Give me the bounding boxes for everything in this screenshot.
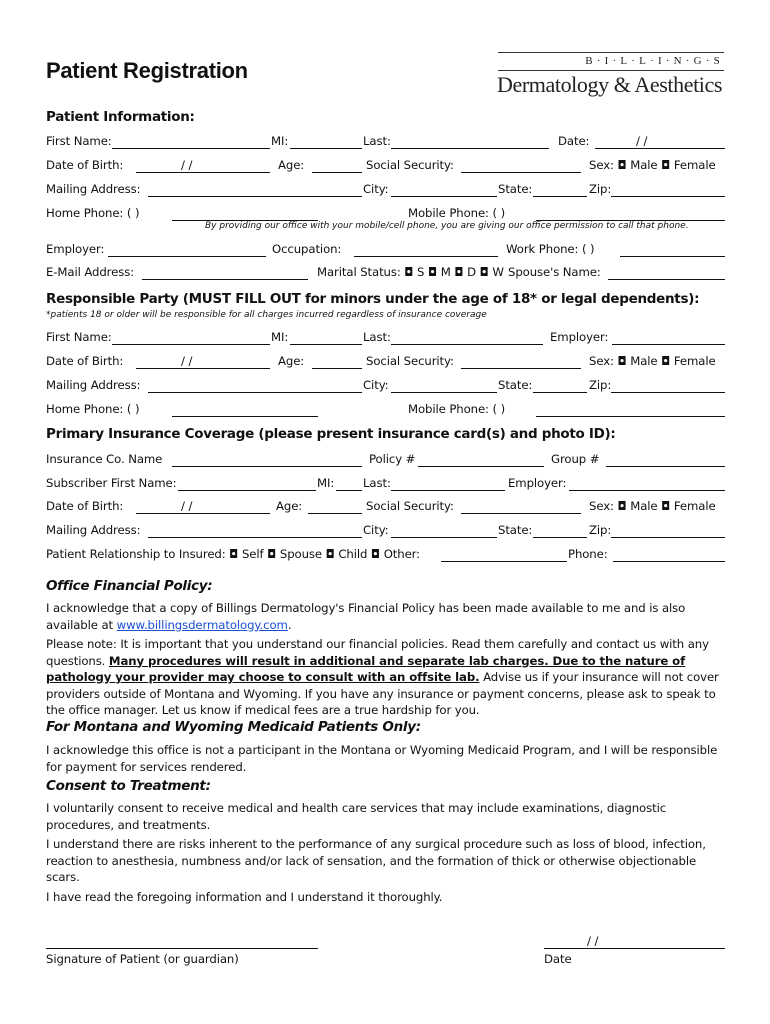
rp-last-label: Last:	[363, 330, 391, 344]
ins-dob-slashes: / /	[181, 499, 193, 513]
ins-last-label: Last:	[363, 476, 391, 490]
mobile-consent-note: By providing our office with your mobile/cell phone, you are giving our office permission to call that phone.	[205, 221, 689, 231]
rp-zip-field[interactable]	[611, 378, 725, 393]
ins-sex-options[interactable]: Sex: ◘ Male ◘ Female	[589, 499, 716, 513]
mailing-field[interactable]	[148, 182, 362, 197]
rp-mi-label: MI:	[271, 330, 289, 344]
website-link[interactable]: www.billingsdermatology.com	[116, 617, 288, 632]
ins-mi-field[interactable]	[336, 476, 362, 491]
rp-home-phone-field[interactable]	[172, 402, 318, 417]
signature-line[interactable]	[46, 948, 318, 949]
mobile-phone-label: Mobile Phone: ( )	[408, 206, 506, 220]
age-field[interactable]	[312, 158, 362, 173]
city-field[interactable]	[391, 182, 497, 197]
rp-ssn-field[interactable]	[461, 354, 581, 369]
financial-p1-text: I acknowledge that a copy of Billings Dermatology's Financial Policy has been made available to me and is also available at	[46, 601, 686, 632]
ins-company-field[interactable]	[172, 452, 362, 467]
employer-label: Employer:	[46, 242, 105, 256]
ins-group-field[interactable]	[606, 452, 725, 467]
employer-field[interactable]	[108, 242, 266, 257]
mobile-phone-field[interactable]	[536, 206, 725, 221]
state-field[interactable]	[533, 182, 587, 197]
rp-state-field[interactable]	[533, 378, 587, 393]
email-label: E-Mail Address:	[46, 265, 135, 279]
mi-field[interactable]	[290, 134, 362, 149]
ins-group-label: Group #	[551, 452, 600, 466]
ins-subscriber-label: Subscriber First Name:	[46, 476, 177, 490]
rp-age-label: Age:	[278, 354, 305, 368]
home-phone-field[interactable]	[172, 206, 318, 221]
rp-employer-field[interactable]	[612, 330, 725, 345]
ins-city-field[interactable]	[391, 523, 497, 538]
consent-text	[46, 800, 730, 905]
first-name-field[interactable]	[112, 134, 270, 149]
financial-policy-text	[46, 600, 730, 719]
last-name-field[interactable]	[391, 134, 549, 149]
page-title: Patient Registration	[46, 58, 248, 83]
patient-info-heading: Patient Information:	[46, 109, 195, 125]
date-field[interactable]	[595, 134, 725, 149]
rp-dob-label: Date of Birth:	[46, 354, 124, 368]
ins-policy-field[interactable]	[418, 452, 544, 467]
spouse-name-field[interactable]	[608, 265, 725, 280]
ins-dob-field[interactable]	[136, 499, 270, 514]
rp-first-name-field[interactable]	[112, 330, 270, 345]
ins-ssn-label: Social Security:	[366, 499, 454, 513]
rp-zip-label: Zip:	[589, 378, 612, 392]
rp-state-label: State:	[498, 378, 533, 392]
rp-last-field[interactable]	[391, 330, 543, 345]
zip-field[interactable]	[611, 182, 725, 197]
sex-options[interactable]: Sex: ◘ Male ◘ Female	[589, 158, 716, 172]
rp-city-field[interactable]	[391, 378, 497, 393]
rp-city-label: City:	[363, 378, 389, 392]
ins-state-field[interactable]	[533, 523, 587, 538]
rp-age-field[interactable]	[312, 354, 362, 369]
rp-mailing-field[interactable]	[148, 378, 362, 393]
signature-date-label: Date	[544, 952, 572, 966]
signature-label: Signature of Patient (or guardian)	[46, 952, 239, 966]
consent-heading: Consent to Treatment:	[46, 778, 211, 794]
responsible-party-heading: Responsible Party (MUST FILL OUT for minors under the age of 18* or legal dependents):	[46, 291, 700, 307]
ins-age-field[interactable]	[308, 499, 362, 514]
ins-phone-field[interactable]	[613, 547, 725, 562]
zip-label: Zip:	[589, 182, 612, 196]
financial-p1-end: .	[287, 617, 292, 632]
mi-label: MI:	[271, 134, 289, 148]
ins-employer-field[interactable]	[569, 476, 725, 491]
consent-p2: I understand there are risks inherent to the performance of any surgical procedure such as loss of blood, infection, reaction to anesthesia, numbness and/or lack of sensation, and the formation of thick or otherwise objectionable scars.	[46, 837, 706, 884]
ins-mi-label: MI:	[317, 476, 335, 490]
rp-mobile-phone-field[interactable]	[536, 402, 725, 417]
occupation-label: Occupation:	[272, 242, 342, 256]
date-label: Date:	[558, 134, 590, 148]
occupation-field[interactable]	[354, 242, 498, 257]
ins-other-field[interactable]	[441, 547, 567, 562]
logo-top-text: B·I·L·L·I·N·G·S	[498, 52, 724, 71]
ssn-field[interactable]	[461, 158, 581, 173]
financial-p2	[46, 636, 730, 719]
dob-field[interactable]	[136, 158, 270, 173]
age-label: Age:	[278, 158, 305, 172]
dob-label: Date of Birth:	[46, 158, 124, 172]
ins-relationship-options[interactable]: Patient Relationship to Insured: ◘ Self ◘ Spouse ◘ Child ◘ Other:	[46, 547, 421, 561]
rp-ssn-label: Social Security:	[366, 354, 454, 368]
ins-age-label: Age:	[276, 499, 303, 513]
home-phone-label: Home Phone: ( )	[46, 206, 140, 220]
logo-main-text: Dermatology & Aesthetics	[497, 72, 723, 97]
financial-policy-heading: Office Financial Policy:	[46, 578, 213, 594]
work-phone-label: Work Phone: ( )	[506, 242, 595, 256]
ins-subscriber-field[interactable]	[178, 476, 316, 491]
city-label: City:	[363, 182, 389, 196]
ins-policy-label: Policy #	[369, 452, 416, 466]
state-label: State:	[498, 182, 533, 196]
rp-dob-slashes: / /	[181, 354, 193, 368]
ins-state-label: State:	[498, 523, 533, 537]
ins-phone-label: Phone:	[568, 547, 608, 561]
rp-mailing-label: Mailing Address:	[46, 378, 141, 392]
ins-employer-label: Employer:	[508, 476, 567, 490]
medicaid-heading: For Montana and Wyoming Medicaid Patients Only:	[46, 719, 421, 735]
signature-date-slashes: / /	[587, 934, 599, 948]
financial-p2-text: Please note: It is important that you understand our financial policies. Read them carefully and contact us with any questions.	[46, 637, 709, 668]
consent-p3: I have read the foregoing information and I understand it thoroughly.	[46, 889, 443, 904]
ins-city-label: City:	[363, 523, 389, 537]
ins-last-field[interactable]	[391, 476, 505, 491]
ins-mailing-label: Mailing Address:	[46, 523, 141, 537]
financial-p2-text-end: Advise us if your insurance will not cover providers outside of Montana and Wyoming. If you have any insurance or payment concerns, please ask to speak to the office manager. Let us know if medical fees are a true hardship for you.	[46, 670, 719, 717]
work-phone-field[interactable]	[620, 242, 725, 257]
rp-first-name-label: First Name:	[46, 330, 112, 344]
rp-mobile-phone-label: Mobile Phone: ( )	[408, 402, 506, 416]
ssn-label: Social Security:	[366, 158, 454, 172]
ins-zip-label: Zip:	[589, 523, 612, 537]
dob-slashes: / /	[181, 158, 193, 172]
email-field[interactable]	[142, 265, 308, 280]
responsible-party-note: *patients 18 or older will be responsible for all charges incurred regardless of insurance coverage	[46, 310, 487, 320]
rp-mi-field[interactable]	[290, 330, 362, 345]
rp-employer-label: Employer:	[550, 330, 609, 344]
insurance-heading: Primary Insurance Coverage (please present insurance card(s) and photo ID):	[46, 426, 616, 442]
rp-sex-options[interactable]: Sex: ◘ Male ◘ Female	[589, 354, 716, 368]
financial-p1	[46, 600, 730, 633]
mailing-label: Mailing Address:	[46, 182, 141, 196]
ins-ssn-field[interactable]	[461, 499, 581, 514]
last-name-label: Last:	[363, 134, 391, 148]
ins-company-label: Insurance Co. Name	[46, 452, 163, 466]
signature-date-line[interactable]	[544, 948, 725, 949]
rp-dob-field[interactable]	[136, 354, 270, 369]
ins-zip-field[interactable]	[611, 523, 725, 538]
first-name-label: First Name:	[46, 134, 112, 148]
date-slashes: / /	[636, 134, 648, 148]
consent-p1: I voluntarily consent to receive medical and health care services that may include examinations, diagnostic procedures, and treatments.	[46, 801, 667, 832]
spouse-name-label: Spouse's Name:	[508, 265, 601, 279]
ins-dob-label: Date of Birth:	[46, 499, 124, 513]
rp-home-phone-label: Home Phone: ( )	[46, 402, 140, 416]
marital-status-options[interactable]: Marital Status: ◘ S ◘ M ◘ D ◘ W	[317, 265, 504, 279]
lab-charges-notice: Many procedures will result in additional and separate lab charges. Due to the nature of pathology your provider may choose to consult with an offsite lab.	[46, 653, 686, 684]
ins-mailing-field[interactable]	[148, 523, 362, 538]
medicaid-text: I acknowledge this office is not a participant in the Montana or Wyoming Medicaid Program, and I will be responsible for payment for services rendered.	[46, 743, 718, 774]
